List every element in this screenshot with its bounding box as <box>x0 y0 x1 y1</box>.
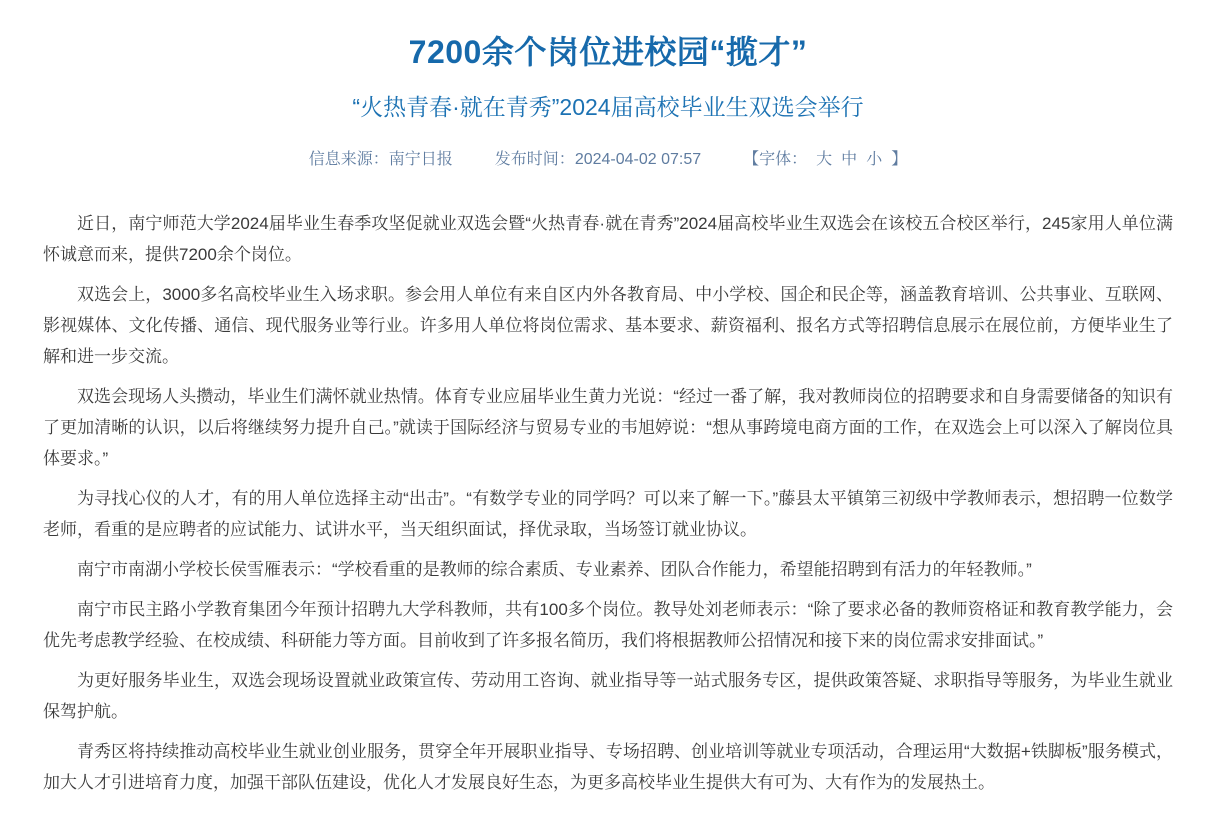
font-size-medium-button[interactable]: 中 <box>841 151 858 169</box>
paragraph-6: 南宁市民主路小学教育集团今年预计招聘九大学科教师，共有100多个岗位。教导处刘老师表示：“除了要求必备的教师资格证和教育教学能力，会优先考虑教学经验、在校成绩、科研能力等方面。目前收到了许多报名简历，我们将根据教师公招情况和接下来的岗位需求安排面试。” <box>43 599 1173 650</box>
paragraph-8: 青秀区将持续推动高校毕业生就业创业服务，贯穿全年开展职业指导、专场招聘、创业培训等就业专项活动，合理运用“大数据+铁脚板”服务模式，加大人才引进培育力度，加强干部队伍建设，优化人才发展良好生态，为更多高校毕业生提供大有可为、大有作为的发展热土。 <box>43 741 1173 792</box>
paragraph-5: 南宁市南湖小学校长侯雪雁表示：“学校看重的是教师的综合素质、专业素养、团队合作能力，希望能招聘到有活力的年轻教师。” <box>77 559 1032 579</box>
meta-source-label: 信息来源： <box>308 151 389 169</box>
meta-source <box>309 150 453 169</box>
paragraph-3: 双选会现场人头攒动，毕业生们满怀就业热情。体育专业应届毕业生黄力光说：“经过一番了解，我对教师岗位的招聘要求和自身需要储备的知识有了更加清晰的认识，以后将继续努力提升自己。”就读于国际经济与贸易专业的韦旭婷说：“想从事跨境电商方面的工作，在双选会上可以深入了解岗位具体要求。” <box>43 386 1173 468</box>
font-size-bracket-open: 【字体： <box>743 151 808 169</box>
font-size-small-button[interactable]: 小 <box>866 151 883 169</box>
page-title: 7200余个岗位进校园“揽才” <box>408 34 808 70</box>
meta-source-value: 南宁日报 <box>388 151 453 169</box>
meta-font-size-control <box>743 150 907 169</box>
paragraph-4: 为寻找心仪的人才，有的用人单位选择主动“出击”。“有数学专业的同学吗？可以来了解一下。”藤县太平镇第三初级中学教师表示，想招聘一位数学老师，看重的是应聘者的应试能力、试讲水平，当天组织面试，择优录取，当场签订就业协议。 <box>43 488 1173 539</box>
article-body <box>43 208 1173 798</box>
meta-publish-label: 发布时间： <box>494 151 575 169</box>
font-size-large-button[interactable]: 大 <box>816 151 833 169</box>
paragraph-2: 双选会上，3000多名高校毕业生入场求职。参会用人单位有来自区内外各教育局、中小学校、国企和民企等，涵盖教育培训、公共事业、互联网、影视媒体、文化传播、通信、现代服务业等行业。许多用人单位将岗位需求、基本要求、薪资福利、报名方式等招聘信息展示在展位前，方便毕业生了解和进一步交流。 <box>43 284 1173 366</box>
paragraph-1: 近日，南宁师范大学2024届毕业生春季攻坚促就业双选会暨“火热青春·就在青秀”2024届高校毕业生双选会在该校五合校区举行，245家用人单位满怀诚意而来，提供7200余个岗位。 <box>43 213 1173 264</box>
meta-publish-value: 2024-04-02 07:57 <box>574 151 702 169</box>
article-meta-bar <box>43 150 1173 169</box>
paragraph-7: 为更好服务毕业生，双选会现场设置就业政策宣传、劳动用工咨询、就业指导等一站式服务专区，提供政策答疑、求职指导等服务，为毕业生就业保驾护航。 <box>43 670 1173 721</box>
meta-publish-time <box>495 150 701 169</box>
page-subtitle: “火热青春·就在青秀”2024届高校毕业生双选会举行 <box>352 93 864 120</box>
font-size-bracket-close: 】 <box>891 151 908 169</box>
